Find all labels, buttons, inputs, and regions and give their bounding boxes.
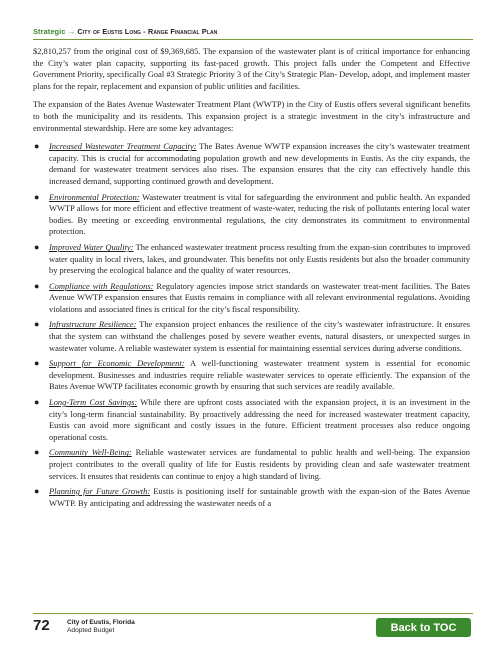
list-item: [33, 141, 470, 187]
list-item-lead: Planning for Future Growth:: [49, 486, 151, 497]
list-item-text: Wastewater treatment is vital for safeguarding the environment and public health. An expanded WWTP allows for more efficient and effective treatment of waste-water, reducing the risk of pollutants entering local water bodies. By meeting or exceeding environmental regulations, the city demonstrates its commitment to environmental protection.: [49, 191, 470, 237]
list-item-text: While there are upfront costs associated with the expansion project, it is an investment in the city’s long-term financial sustainability. By proactively addressing the need for increased wastewater treatment capacity, Eustis can avoid more significant and costly issues in the future. Efficient treatment processes also reduce ongoing operational costs.: [49, 397, 470, 442]
bullet-icon: ●: [34, 141, 40, 152]
page-body: [33, 46, 470, 513]
header-document-title: City of Eustis Long - Range Financial Plan: [77, 27, 218, 36]
list-item-text: A well-functioning wastewater treatment system is essential for economic development. Businesses and industries require reliable wastewater services to operate efficiently. The expansion of the Bates Avenue WWTP facilitates economic growth by ensuring that such services are readily available.: [49, 358, 470, 392]
paragraph-1: $2,810,257 from the original cost of $9,369,685. The expansion of the wastewater plant is of critical importance for enhancing the City’s water plan capacity, supporting its fast-paced growth. This project falls under the Competent and Effective Government Priority, specifically Goal #3 Strategic Priority 3 of the City’s Strategic Plan- Develop, adopt, and implement master plans for the repair, replacement and expansion of public utilities and facilities.: [33, 46, 470, 91]
list-item: [33, 397, 470, 443]
list-item-text: The enhanced wastewater treatment process resulting from the expan-sion contributes to improved water quality in local rivers, lakes, and groundwater. This benefits not only Eustis residents but also the broader community by preserving the ecological balance and the quality of water resources.: [49, 241, 470, 276]
page-number: 72: [33, 617, 50, 634]
list-item: [33, 281, 470, 316]
list-item: [33, 486, 470, 509]
bullet-icon: ●: [34, 397, 40, 408]
arrow-icon: →: [67, 27, 76, 36]
bullet-icon: ●: [34, 191, 40, 202]
list-item-lead: Improved Water Quality:: [49, 241, 134, 252]
list-item-lead: Community Well-Being:: [49, 447, 132, 458]
header-section: Strategic: [33, 27, 66, 36]
bullet-icon: ●: [34, 280, 40, 291]
list-item-text: The Bates Avenue WWTP expansion increases the city’s wastewater treatment capacity. This is crucial for accommodating population growth and new developments in Eustis. As the city expands, the demand for wastewater treatment services also rises. The expansion ensures that the city can effectively handle this increased demand, supporting continued growth and development.: [49, 141, 470, 186]
header-divider: [33, 39, 473, 40]
paragraph-2: The expansion of the Bates Avenue Wastewater Treatment Plant (WWTP) in the City of Eustis offers several significant benefits to both the municipality and its residents. This expansion project is a strategic investment in the city’s infrastructure and environmental stewardship. Here are some key advantages:: [33, 99, 470, 133]
list-item-lead: Increased Wastewater Treatment Capacity:: [49, 141, 197, 152]
running-header: [33, 27, 473, 36]
advantages-list: [33, 141, 470, 509]
list-item: [33, 447, 470, 482]
list-item-text: The expansion project enhances the resilience of the city’s wastewater infrastructure. It ensures that the system can withstand the challenges posed by severe weather events, natural disasters, or unexpected surges in wastewater volume. A reliable wastewater system is essential for maintaining essential services during adverse conditions.: [49, 319, 470, 353]
list-item-lead: Infrastructure Resilience:: [49, 319, 137, 330]
footer-budget-label: Adopted Budget: [67, 627, 115, 634]
list-item-lead: Long-Term Cost Savings:: [49, 397, 138, 408]
list-item-text: Eustis is positioning itself for sustainable growth with the expan-sion of the Bates Avenue WWTP. By anticipating and addressing the wastewater needs of a: [49, 486, 470, 508]
list-item-lead: Support for Economic Development:: [49, 358, 185, 369]
footer-city-name: City of Eustis, Florida: [67, 619, 135, 626]
list-item: [33, 242, 470, 277]
list-item-text: Regulatory agencies impose strict standards on wastewater treat-ment facilities. The Bates Avenue WWTP expansion ensures that Eustis remains in compliance with all relevant environmental regulations. Avoiding violations and associated fines is critical for the city’s fiscal responsibility.: [49, 280, 470, 314]
list-item-text: Reliable wastewater services are fundamental to public health and well-being. The expansion project contributes to the overall quality of life for Eustis residents by providing clean and safe wastewater treatment services. It ensures that residents can continue to enjoy a high standard of living.: [49, 447, 470, 481]
list-item: [33, 358, 470, 393]
back-to-toc-button[interactable]: Back to TOC: [376, 618, 471, 637]
bullet-icon: ●: [34, 319, 40, 330]
list-item-lead: Compliance with Regulations:: [49, 280, 154, 291]
list-item: [33, 319, 470, 354]
bullet-icon: ●: [34, 358, 40, 369]
list-item: [33, 192, 470, 238]
bullet-icon: ●: [34, 486, 40, 497]
footer-city-block: [67, 619, 135, 635]
list-item-lead: Environmental Protection:: [49, 191, 140, 202]
bullet-icon: ●: [34, 241, 40, 252]
bullet-icon: ●: [34, 447, 40, 458]
footer-divider: [33, 613, 473, 614]
